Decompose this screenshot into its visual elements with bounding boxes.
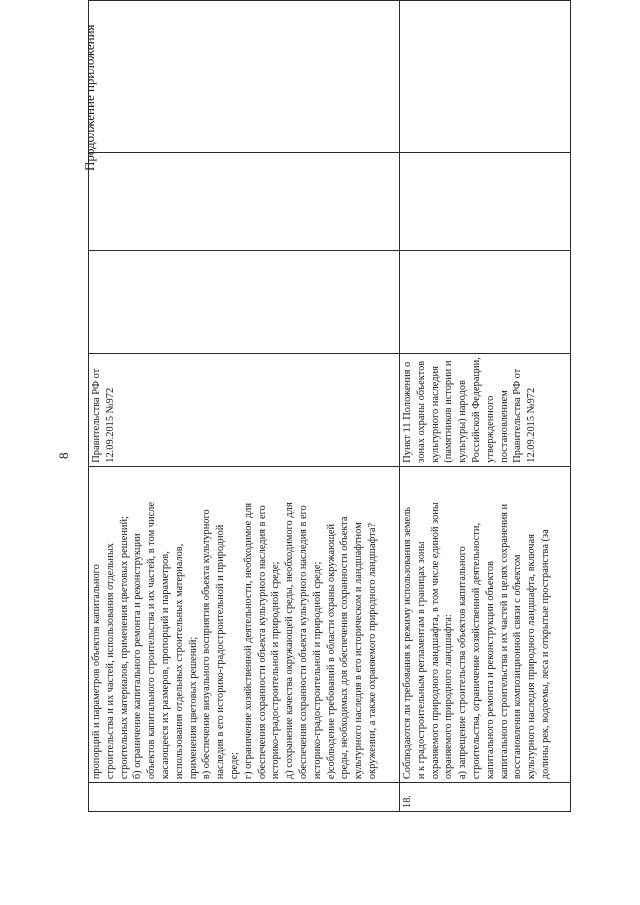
text-line: б) ограничение капитального ремонта и реконструкции	[132, 533, 144, 780]
text-line: строительства, ограничение хозяйственной деятельности,	[470, 522, 482, 780]
table-row	[89, 1, 400, 812]
text-line: восстановления композиционной связи с объектом	[512, 554, 524, 780]
empty-cell	[400, 153, 571, 250]
reference-line: постановлением	[498, 390, 510, 463]
text-line: д) сохранение качества окружающей среды, необходимого для	[284, 502, 296, 780]
text-line: пропорций и параметров объектов капитального	[91, 564, 102, 780]
text-line: долины рек, водоемы, леса и открытые пространства (за	[539, 529, 551, 780]
reference-line: Правительства РФ от	[512, 368, 524, 463]
text-line: историко-градостроительной и природной среде;	[311, 561, 323, 780]
requirements-table	[88, 0, 571, 812]
legal-reference	[400, 354, 571, 466]
text-line: г) ограничение хозяйственной деятельности, необходимое для	[242, 502, 254, 780]
empty-cell	[89, 1, 400, 154]
reference-line: Российской Федерации,	[470, 357, 482, 463]
text-line: обеспечения сохранности объекта культурного наследия в его	[256, 505, 268, 780]
reference-line: культурного наследия	[429, 366, 441, 463]
text-line: среды, необходимых для обеспечения сохранности объекта	[339, 516, 351, 780]
continuation-label: Продолжение приложения	[82, 24, 97, 171]
text-line: наследия в его историко-градостроительной и природной	[215, 524, 227, 780]
reference-line: Правительства РФ от	[91, 368, 102, 463]
reference-line: культуры) народов	[457, 380, 469, 463]
text-line: касающееся их размеров, пропорций и параметров,	[159, 551, 171, 780]
row-number: 18.	[400, 783, 571, 812]
text-line: культурного наследия в его историческом и ландшафтном	[353, 522, 365, 780]
empty-cell	[89, 250, 400, 353]
text-line: применения цветовых решений;	[187, 636, 199, 780]
reference-line: 12.09.2015 №972	[104, 387, 116, 463]
text-line: строительства и их частей, использования отдельных	[104, 542, 116, 780]
requirement-text	[400, 466, 571, 782]
text-line: среде;	[228, 752, 240, 780]
reference-line: Пункт 11 Положения о	[402, 361, 413, 463]
text-line: использования отдельных строительных материалов,	[173, 543, 185, 780]
requirement-text	[89, 466, 400, 782]
row-number	[89, 783, 400, 812]
reference-line: зонах охраны объектов	[415, 360, 427, 463]
text-line: капитального строительства и их частей в целях сохранения и	[498, 503, 510, 780]
text-line: строительных материалов, применения цветовых решений;	[118, 516, 130, 780]
text-line: обеспечения сохранности объекта культурного наследия в его	[297, 505, 309, 780]
reference-line: 12.09.2015 №972	[526, 387, 538, 463]
text-line: окружении, а также охраняемого природного ландшафта?	[366, 522, 378, 780]
text-line: историко-градостроительной и природной среде;	[270, 561, 282, 780]
text-line: капитального ремонта и реконструкции объектов	[484, 561, 496, 780]
text-line: объектов капитального строительства и их частей, в том числе	[146, 502, 158, 780]
reference-line: утвержденного	[484, 395, 496, 463]
table-row	[400, 1, 571, 812]
empty-cell	[89, 153, 400, 250]
legal-reference	[89, 354, 400, 466]
text-line: охраняемого природного ландшафта:	[443, 614, 455, 780]
text-line: Соблюдаются ли требования к режиму использования земель	[402, 507, 413, 780]
empty-cell	[400, 250, 571, 353]
text-line: и к градостроительным регламентам в границах зоны	[415, 541, 427, 780]
text-line: охраняемого природного ландшафта, в том числе единой зоны	[429, 502, 441, 780]
text-line: е)соблюдение требований в области охраны окружающей	[325, 523, 337, 780]
text-line: культурного наследия природного ландшафта, включая	[526, 534, 538, 780]
text-line: в) обеспечение визуального восприятия объекта культурного	[201, 509, 213, 780]
page-number: 8	[56, 452, 71, 459]
empty-cell	[400, 1, 571, 154]
text-line: а) запрещение строительства объектов капитального	[457, 546, 469, 780]
reference-line: (памятников истории и	[443, 360, 455, 463]
